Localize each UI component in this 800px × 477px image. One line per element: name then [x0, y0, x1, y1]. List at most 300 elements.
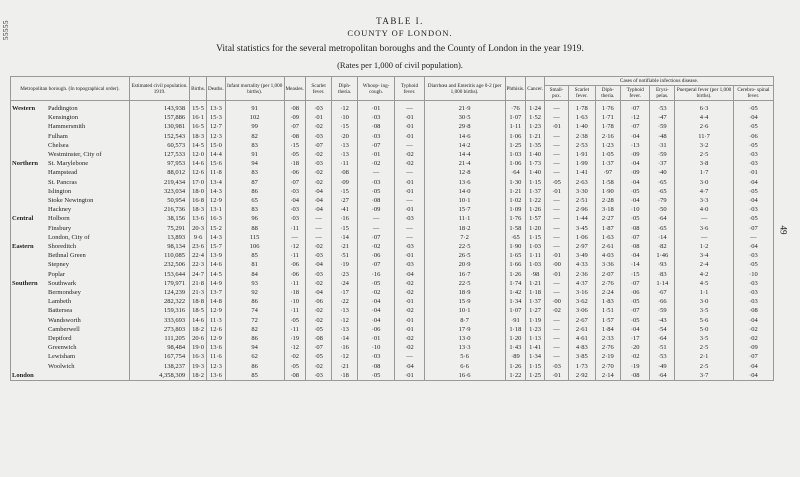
table-cell: 1·26	[526, 205, 545, 214]
table-row	[11, 178, 774, 187]
table-cell: 2·14	[595, 371, 621, 381]
table-cell: 1·15	[526, 233, 545, 242]
table-cell: ·19	[621, 362, 650, 371]
table-cell: 3·49	[569, 251, 596, 260]
borough-name	[47, 371, 130, 381]
table-cell: 1·22	[505, 371, 526, 381]
table-cell: 3·0	[675, 178, 733, 187]
table-cell: 14·3	[207, 233, 226, 242]
table-cell: 2·67	[569, 316, 596, 325]
table-cell: 87	[225, 178, 284, 187]
table-cell: ·64	[650, 214, 675, 223]
table-cell: ·98	[526, 270, 545, 279]
table-cell: 86	[225, 297, 284, 306]
table-cell: 14·4	[207, 150, 226, 159]
table-cell: 3·6	[675, 224, 733, 233]
table-cell: 15·7	[424, 205, 505, 214]
table-cell: ·59	[650, 150, 675, 159]
table-cell: 15·0	[207, 141, 226, 150]
table-cell: 4·7	[675, 187, 733, 196]
header-whooping-cough: Whoop- ing- cough.	[357, 77, 394, 101]
table-cell: 1·83	[595, 297, 621, 306]
table-cell: ·13	[332, 306, 358, 315]
table-row	[11, 187, 774, 196]
table-cell: ·01	[357, 334, 394, 343]
table-cell: ·08	[357, 122, 394, 131]
table-cell: 96	[225, 214, 284, 223]
table-cell: ·21	[332, 362, 358, 371]
table-cell: ·08	[284, 371, 305, 381]
table-cell: ·07	[305, 343, 332, 352]
table-cell: ·64	[505, 168, 526, 177]
table-cell: 1·21	[526, 132, 545, 141]
table-cell: ·04	[621, 196, 650, 205]
table-cell: ·65	[505, 233, 526, 242]
table-row	[11, 101, 774, 114]
table-cell: 11·8	[207, 168, 226, 177]
table-cell: ·54	[650, 325, 675, 334]
table-cell: —	[357, 214, 394, 223]
table-cell: ·03	[284, 214, 305, 223]
table-cell: 1·84	[595, 325, 621, 334]
table-cell: ·07	[357, 233, 394, 242]
table-cell: ·04	[733, 371, 773, 381]
table-cell: 18·0	[190, 187, 207, 196]
table-cell: ·05	[733, 141, 773, 150]
table-cell: ·01	[395, 113, 424, 122]
table-cell: ·04	[733, 178, 773, 187]
table-cell: 2·4	[675, 260, 733, 269]
table-row	[11, 288, 774, 297]
table-cell: 21·3	[190, 288, 207, 297]
table-cell: 232,506	[130, 260, 190, 269]
table-cell: ·08	[621, 371, 650, 381]
table-cell: —	[395, 168, 424, 177]
table-cell: —	[544, 288, 568, 297]
table-cell: 2·24	[595, 288, 621, 297]
table-cell: 4·37	[569, 279, 596, 288]
table-cell: 111,205	[130, 334, 190, 343]
table-cell: 1·40	[569, 122, 596, 131]
table-cell: ·02	[544, 306, 568, 315]
table-cell: ·16	[332, 214, 358, 223]
table-cell: 13·6	[207, 343, 226, 352]
table-cell: ·79	[650, 196, 675, 205]
table-cell: ·27	[332, 196, 358, 205]
table-cell: 85	[225, 371, 284, 381]
table-cell: 2·6	[675, 122, 733, 131]
table-cell: 1·23	[595, 141, 621, 150]
table-cell: —	[544, 214, 568, 223]
table-cell: 3·06	[569, 306, 596, 315]
table-cell: 1·91	[569, 150, 596, 159]
table-cell: 3·2	[675, 141, 733, 150]
table-cell: ·02	[395, 150, 424, 159]
region-label: Eastern	[11, 242, 48, 251]
table-cell: ·11	[284, 306, 305, 315]
table-cell: 1·43	[505, 343, 526, 352]
table-cell: 12·8	[424, 168, 505, 177]
borough-name: Bermondsey	[47, 288, 130, 297]
table-cell: 127,533	[130, 150, 190, 159]
table-cell: ·04	[305, 187, 332, 196]
table-cell: 3·16	[569, 288, 596, 297]
table-cell: 14·6	[207, 260, 226, 269]
table-cell: 18·3	[190, 205, 207, 214]
borough-name: Camberwell	[47, 325, 130, 334]
table-cell: 2·53	[569, 141, 596, 150]
borough-name: Bethnal Green	[47, 251, 130, 260]
table-cell: ·05	[621, 214, 650, 223]
borough-name: St. Marylebone	[47, 159, 130, 168]
table-cell: 2·36	[569, 270, 596, 279]
table-cell: 14·8	[207, 297, 226, 306]
table-cell: ·03	[284, 187, 305, 196]
table-cell: 1·41	[569, 168, 596, 177]
table-cell: ·03	[284, 205, 305, 214]
table-cell: ·06	[284, 270, 305, 279]
table-cell: ·06	[284, 168, 305, 177]
table-cell: ·15	[332, 122, 358, 131]
table-cell: 2·5	[675, 150, 733, 159]
table-cell: 12·3	[207, 362, 226, 371]
borough-name: Holborn	[47, 214, 130, 223]
table-cell: ·03	[733, 150, 773, 159]
table-cell: ·21	[332, 242, 358, 251]
table-cell: ·08	[305, 334, 332, 343]
table-cell: 1·03	[526, 260, 545, 269]
table-cell: —	[544, 224, 568, 233]
table-cell: ·01	[357, 101, 394, 114]
table-cell: 16·1	[190, 113, 207, 122]
table-body	[11, 101, 774, 381]
table-cell: ·07	[284, 122, 305, 131]
region-label	[11, 297, 48, 306]
table-cell: 86	[225, 187, 284, 196]
table-cell: 282,322	[130, 297, 190, 306]
table-cell: 138,237	[130, 362, 190, 371]
table-cell: —	[544, 279, 568, 288]
table-cell: 84	[225, 270, 284, 279]
table-cell: ·65	[650, 187, 675, 196]
table-cell: 22·3	[190, 260, 207, 269]
table-cell: 1·73	[569, 362, 596, 371]
borough-name: Lewisham	[47, 352, 130, 361]
table-cell: 2·76	[595, 343, 621, 352]
header-population: Estimated civil population. 1919.	[130, 77, 190, 101]
table-row	[11, 242, 774, 251]
table-cell: 1·63	[569, 113, 596, 122]
table-cell: ·04	[284, 196, 305, 205]
table-cell: 1·52	[526, 113, 545, 122]
table-cell: ·11	[332, 159, 358, 168]
table-cell: 62	[225, 352, 284, 361]
table-cell: ·06	[621, 288, 650, 297]
table-cell: ·07	[621, 233, 650, 242]
table-cell: 1·05	[595, 150, 621, 159]
table-cell: 2·5	[675, 343, 733, 352]
table-cell: ·03	[395, 242, 424, 251]
table-cell: ·59	[650, 306, 675, 315]
region-label	[11, 132, 48, 141]
table-cell: ·01	[357, 150, 394, 159]
table-cell: ·01	[395, 371, 424, 381]
table-cell: ·07	[284, 178, 305, 187]
table-cell: 13·3	[207, 101, 226, 114]
table-cell: ·16	[332, 343, 358, 352]
table-cell: ·05	[284, 316, 305, 325]
table-cell: ·02	[357, 288, 394, 297]
table-cell: ·03	[357, 113, 394, 122]
table-cell: 102	[225, 113, 284, 122]
table-cell: 2·96	[569, 205, 596, 214]
table-cell: 1·21	[526, 279, 545, 288]
table-cell: ·14	[332, 334, 358, 343]
region-label	[11, 187, 48, 196]
table-cell: 1·87	[595, 224, 621, 233]
table-cell: —	[395, 352, 424, 361]
table-cell: 82	[225, 325, 284, 334]
table-cell: ·12	[284, 343, 305, 352]
table-cell: 1·57	[526, 214, 545, 223]
table-cell: 14·9	[207, 279, 226, 288]
table-cell: ·04	[395, 270, 424, 279]
header-deaths: Deaths.	[207, 77, 226, 101]
table-cell: 11·3	[207, 316, 226, 325]
table-cell: ·05	[544, 178, 568, 187]
table-cell: ·37	[650, 159, 675, 168]
table-cell: 1·19	[526, 316, 545, 325]
table-cell: 7·2	[424, 233, 505, 242]
table-row	[11, 297, 774, 306]
table-cell: 74	[225, 306, 284, 315]
header-n-erysipelas: Erysi- pelas.	[650, 86, 675, 101]
rates-note: (Rates per 1,000 of civil population).	[337, 60, 463, 70]
table-cell: ·05	[733, 260, 773, 269]
table-cell: ·08	[357, 362, 394, 371]
table-cell: —	[544, 101, 568, 114]
region-label	[11, 362, 48, 371]
header-births: Births.	[190, 77, 207, 101]
table-cell: 16·7	[424, 270, 505, 279]
table-row	[11, 196, 774, 205]
table-cell: 20·6	[190, 334, 207, 343]
table-cell: —	[395, 141, 424, 150]
table-cell: 13·9	[207, 251, 226, 260]
table-cell: 2·38	[569, 132, 596, 141]
table-cell: 124,239	[130, 288, 190, 297]
table-cell: ·03	[544, 362, 568, 371]
table-row	[11, 279, 774, 288]
region-label: Central	[11, 214, 48, 223]
table-cell: 1·37	[595, 159, 621, 168]
table-cell: 20·3	[190, 224, 207, 233]
table-cell: 1·76	[505, 214, 526, 223]
table-row	[11, 316, 774, 325]
table-cell: ·01	[395, 316, 424, 325]
table-cell: 16·3	[190, 352, 207, 361]
table-cell: 2·97	[569, 242, 596, 251]
table-cell: 83	[225, 168, 284, 177]
table-cell: 219,434	[130, 178, 190, 187]
table-cell: ·41	[332, 205, 358, 214]
table-cell: 24·7	[190, 270, 207, 279]
table-cell: ·83	[650, 270, 675, 279]
table-cell: 1·02	[505, 196, 526, 205]
table-cell: ·03	[357, 132, 394, 141]
table-cell: 1·34	[526, 352, 545, 361]
header-n-puerperal: Puerperal fever (per 1,000 births).	[676, 87, 732, 99]
table-cell: ·02	[305, 362, 332, 371]
table-cell: ·06	[733, 132, 773, 141]
table-cell: ·09	[357, 205, 394, 214]
table-cell: 14·5	[190, 141, 207, 150]
table-cell: 1·20	[526, 224, 545, 233]
table-cell: ·08	[733, 306, 773, 315]
region-label	[11, 352, 48, 361]
table-cell: 179,971	[130, 279, 190, 288]
table-cell: ·01	[395, 325, 424, 334]
table-cell: —	[544, 316, 568, 325]
table-cell: 23·6	[190, 242, 207, 251]
region-label	[11, 141, 48, 150]
table-cell: —	[544, 334, 568, 343]
table-cell: 16·8	[190, 196, 207, 205]
table-cell: ·10	[284, 297, 305, 306]
table-cell: 1·34	[505, 297, 526, 306]
table-row	[11, 113, 774, 122]
table-cell: ·20	[621, 343, 650, 352]
table-cell: ·08	[621, 242, 650, 251]
table-cell: ·66	[650, 297, 675, 306]
table-cell: —	[357, 168, 394, 177]
table-cell: ·04	[621, 132, 650, 141]
table-cell: ·19	[284, 334, 305, 343]
table-cell: 2·63	[569, 178, 596, 187]
table-cell: 14·3	[207, 187, 226, 196]
table-cell: ·09	[621, 168, 650, 177]
table-cell: 1·42	[505, 288, 526, 297]
table-cell: 3·85	[569, 352, 596, 361]
table-cell: ·07	[621, 122, 650, 131]
table-cell: ·04	[305, 260, 332, 269]
table-cell: 18·2	[190, 371, 207, 381]
table-cell: 1·27	[526, 306, 545, 315]
table-cell: 1·24	[526, 101, 545, 114]
borough-name: Deptford	[47, 334, 130, 343]
table-cell: —	[544, 150, 568, 159]
table-cell: ·03	[357, 352, 394, 361]
table-cell: —	[305, 233, 332, 242]
table-cell: 13·1	[207, 205, 226, 214]
table-cell: ·13	[332, 325, 358, 334]
table-cell: ·02	[284, 352, 305, 361]
table-cell: ·01	[395, 297, 424, 306]
table-cell: ·02	[305, 178, 332, 187]
table-cell: ·51	[332, 251, 358, 260]
table-row	[11, 343, 774, 352]
table-cell: ·05	[733, 101, 773, 114]
table-cell: 20·9	[424, 260, 505, 269]
table-cell: ·02	[305, 279, 332, 288]
table-cell: ·49	[650, 362, 675, 371]
table-cell: 3·7	[675, 371, 733, 381]
table-cell: ·18	[284, 288, 305, 297]
table-cell: ·01	[395, 178, 424, 187]
table-cell: ·11	[284, 251, 305, 260]
table-cell: ·12	[332, 352, 358, 361]
region-label	[11, 288, 48, 297]
table-cell: 88,012	[130, 168, 190, 177]
table-cell: 4·83	[569, 343, 596, 352]
table-cell: 13·6	[424, 178, 505, 187]
table-cell: ·05	[357, 187, 394, 196]
table-cell: ·04	[305, 196, 332, 205]
table-cell: ·12	[284, 242, 305, 251]
table-cell: 3·62	[569, 297, 596, 306]
table-row	[11, 233, 774, 242]
table-cell: 91	[225, 150, 284, 159]
table-cell: ·59	[650, 122, 675, 131]
table-cell: ·16	[357, 270, 394, 279]
table-cell: 5·6	[675, 316, 733, 325]
table-cell: 153,644	[130, 270, 190, 279]
table-cell: ·07	[621, 306, 650, 315]
table-subtitle: COUNTY OF LONDON.	[347, 28, 453, 38]
table-cell: 10·1	[424, 306, 505, 315]
header-scarlet-fever: Scarlet fever.	[305, 77, 332, 101]
table-cell: 9·6	[190, 233, 207, 242]
table-cell: 12·3	[207, 132, 226, 141]
table-cell: ·04	[621, 178, 650, 187]
table-cell: ·11	[284, 325, 305, 334]
table-title: TABLE I.	[376, 16, 424, 26]
table-cell: 13,893	[130, 233, 190, 242]
region-label: Northern	[11, 159, 48, 168]
table-cell: 1·21	[505, 187, 526, 196]
table-cell: ·04	[621, 251, 650, 260]
table-cell: ·03	[733, 288, 773, 297]
table-cell: 92	[225, 288, 284, 297]
table-cell: 2·16	[595, 132, 621, 141]
table-cell: 3·18	[595, 205, 621, 214]
table-cell: 13·0	[424, 334, 505, 343]
table-cell: ·04	[357, 316, 394, 325]
table-cell: ·04	[395, 362, 424, 371]
table-cell: —	[544, 113, 568, 122]
table-cell: 1·26	[505, 362, 526, 371]
table-cell: ·53	[650, 352, 675, 361]
region-label	[11, 270, 48, 279]
table-cell: 1·06	[505, 159, 526, 168]
table-cell: 1·11	[505, 122, 526, 131]
table-cell: ·05	[621, 316, 650, 325]
table-cell: 11·1	[424, 214, 505, 223]
table-row	[11, 362, 774, 371]
table-cell: ·01	[395, 251, 424, 260]
table-cell: ·02	[621, 352, 650, 361]
table-cell: ·64	[650, 371, 675, 381]
table-cell: 11·6	[207, 352, 226, 361]
table-cell: 1·06	[505, 132, 526, 141]
table-cell: ·01	[544, 122, 568, 131]
table-cell: ·97	[595, 168, 621, 177]
table-cell: 82	[225, 132, 284, 141]
header-n-diphtheria: Diph- theria.	[595, 86, 621, 101]
region-label	[11, 343, 48, 352]
region-label	[11, 325, 48, 334]
table-cell: ·51	[650, 343, 675, 352]
